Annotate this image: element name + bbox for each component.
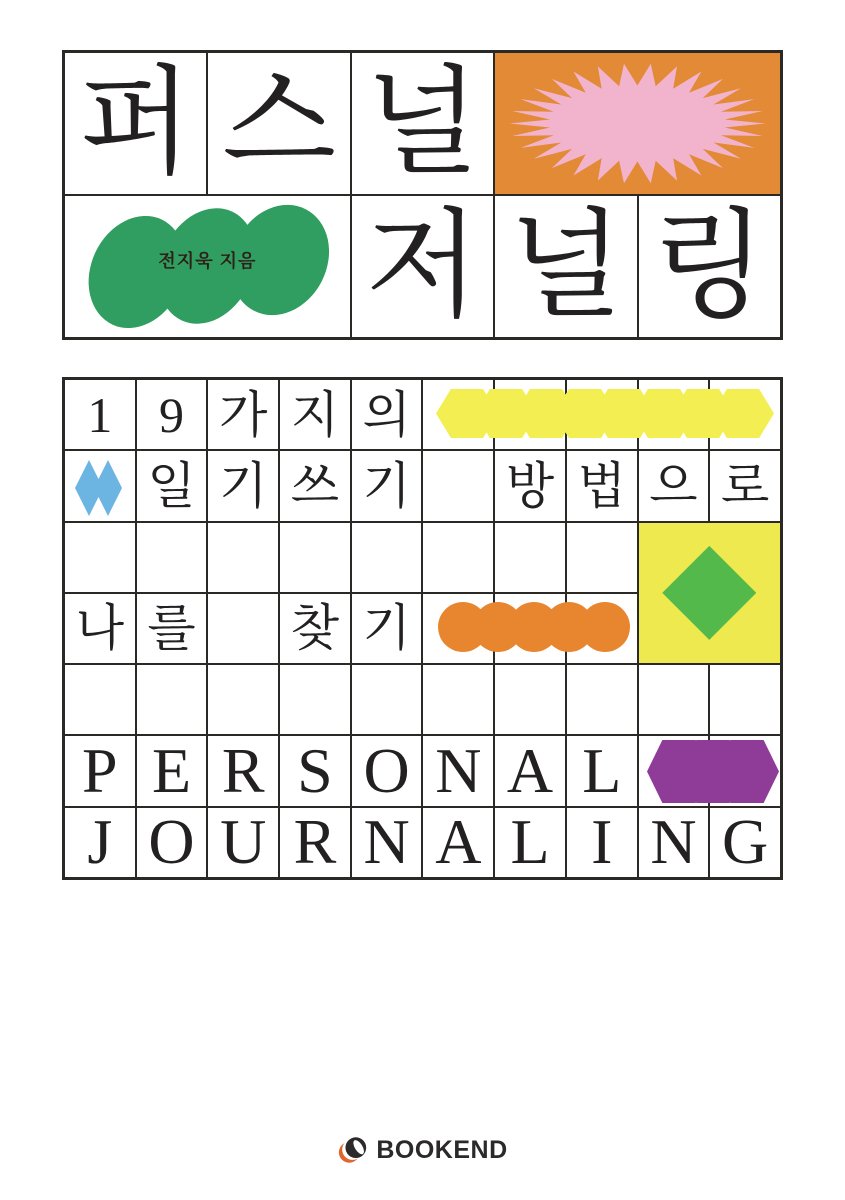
grid-cell: N [352, 808, 422, 877]
grid-cell [423, 451, 493, 520]
author-name: 전지욱 지음 [158, 251, 257, 271]
grid-cell: 기 [352, 451, 422, 520]
grid-cell: 기 [352, 594, 422, 663]
grid-cell: P [65, 736, 135, 805]
grid-cell: R [280, 808, 350, 877]
publisher-name: BOOKEND [376, 1135, 508, 1164]
grid-cell: 가 [208, 380, 278, 449]
bookend-mark-icon [337, 1134, 369, 1166]
grid-cell [710, 665, 780, 734]
grid-cell: A [423, 808, 493, 877]
grid-cell: E [137, 736, 207, 805]
grid-cell: 를 [137, 594, 207, 663]
title-char: 널 [495, 196, 636, 337]
grid-cell [495, 523, 565, 592]
green-diamond-icon [662, 546, 756, 640]
grid-cell: J [65, 808, 135, 877]
grid-cell [423, 665, 493, 734]
grid-cell [65, 523, 135, 592]
grid-cell: 찾 [280, 594, 350, 663]
grid-cell: 1 [65, 380, 135, 449]
grid-cell [65, 665, 135, 734]
grid-cell: S [280, 736, 350, 805]
grid-cell [352, 523, 422, 592]
grid-cell: R [208, 736, 278, 805]
orange-circle-icon [580, 602, 630, 652]
subtitle-grid [62, 377, 783, 880]
grid-cell: G [710, 808, 780, 877]
grid-cell: 방 [495, 451, 565, 520]
yellow-diamond-cell [639, 523, 780, 664]
grid-cell: O [352, 736, 422, 805]
starburst-icon [495, 53, 780, 194]
grid-cell: 나 [65, 594, 135, 663]
starburst-cell [495, 53, 780, 194]
grid-cell: L [495, 808, 565, 877]
grid-cell [208, 665, 278, 734]
grid-cell [423, 523, 493, 592]
grid-cell [639, 665, 709, 734]
grid-cell [208, 594, 278, 663]
grid-cell [280, 665, 350, 734]
title-char: 퍼 [65, 53, 206, 194]
grid-cell [567, 665, 637, 734]
grid-cell: 으 [639, 451, 709, 520]
grid-cell: I [567, 808, 637, 877]
grid-cell: N [639, 808, 709, 877]
grid-cell: 의 [352, 380, 422, 449]
grid-cell [137, 665, 207, 734]
title-char: 저 [352, 196, 493, 337]
grid-cell: 쓰 [280, 451, 350, 520]
grid-cell [208, 523, 278, 592]
grid-cell: 9 [137, 380, 207, 449]
grid-cell: A [495, 736, 565, 805]
grid-cell: 법 [567, 451, 637, 520]
grid-cell: 기 [208, 451, 278, 520]
grid-cell [352, 665, 422, 734]
grid-cell: N [423, 736, 493, 805]
author-cell [65, 196, 350, 337]
title-grid [62, 50, 783, 340]
title-char: 널 [352, 53, 493, 194]
grid-cell: 지 [280, 380, 350, 449]
grid-cell: U [208, 808, 278, 877]
title-char: 링 [639, 196, 780, 337]
publisher-logo [0, 1132, 845, 1168]
grid-cell: O [137, 808, 207, 877]
grid-cell: 로 [710, 451, 780, 520]
grid-cell: L [567, 736, 637, 805]
grid-cell [280, 523, 350, 592]
grid-cell [567, 523, 637, 592]
grid-cell: 일 [137, 451, 207, 520]
title-char: 스 [208, 53, 349, 194]
grid-cell [137, 523, 207, 592]
grid-cell [495, 665, 565, 734]
